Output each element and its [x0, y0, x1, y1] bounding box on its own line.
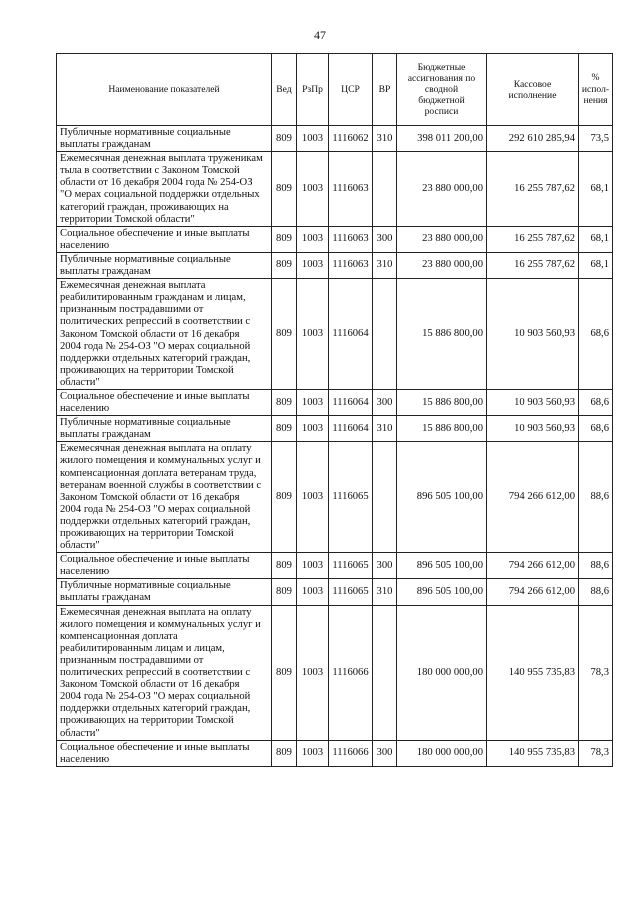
- row-rzpr: 1003: [297, 416, 329, 442]
- header-budget: Бюджетные ассигнования по сводной бюджетной росписи: [397, 54, 487, 126]
- row-pct: 68,1: [579, 252, 613, 278]
- row-name-line: 2004 года № 254-ОЗ "О мерах социальной: [60, 340, 251, 352]
- row-cash: 794 266 612,00: [487, 442, 579, 553]
- table-row: [57, 389, 613, 415]
- row-name: [57, 279, 272, 390]
- row-name-line: ветеранам военной службы в соответствии с: [60, 479, 262, 491]
- row-name-line: 2004 года № 254-ОЗ "О мерах социальной: [60, 691, 251, 703]
- row-name-line: Ежемесячная денежная выплата на оплату: [60, 606, 252, 618]
- row-vr: 310: [373, 252, 397, 278]
- row-budget: 23 880 000,00: [397, 152, 487, 227]
- row-name: [57, 226, 272, 252]
- row-csr: 1116065: [329, 553, 373, 579]
- row-name-line: поддержки отдельных категорий граждан,: [60, 515, 251, 527]
- row-csr: 1116064: [329, 389, 373, 415]
- row-name: [57, 126, 272, 152]
- row-name-line: Социальное обеспечение и иные выплаты: [60, 390, 250, 402]
- row-name-line: Социальное обеспечение и иные выплаты: [60, 227, 250, 239]
- row-ved: 809: [272, 152, 297, 227]
- row-csr: 1116063: [329, 226, 373, 252]
- row-pct: 68,1: [579, 152, 613, 227]
- row-name-line: области": [60, 727, 100, 739]
- row-vr: 310: [373, 579, 397, 605]
- table-row: [57, 416, 613, 442]
- row-budget: 15 886 800,00: [397, 416, 487, 442]
- row-csr: 1116066: [329, 605, 373, 740]
- table-header-row: [57, 54, 613, 126]
- row-pct: 68,6: [579, 279, 613, 390]
- row-ved: 809: [272, 553, 297, 579]
- header-rzpr: РзПр: [297, 54, 329, 126]
- row-rzpr: 1003: [297, 252, 329, 278]
- row-name-line: 2004 года № 254-ОЗ "О мерах социальной: [60, 503, 251, 515]
- row-cash: 16 255 787,62: [487, 226, 579, 252]
- row-name-line: выплаты гражданам: [60, 139, 151, 151]
- row-vr: 300: [373, 740, 397, 766]
- row-name-line: жилого помещения и коммунальных услуг и: [60, 618, 261, 630]
- row-name-line: Ежемесячная денежная выплата на оплату: [60, 443, 252, 455]
- table-row: [57, 442, 613, 553]
- table-row: [57, 126, 613, 152]
- row-pct: 78,3: [579, 740, 613, 766]
- budget-execution-table: [56, 53, 613, 767]
- row-cash: 794 266 612,00: [487, 553, 579, 579]
- row-name-line: политических репрессий в соответствии с: [60, 667, 251, 679]
- table-row: [57, 579, 613, 605]
- row-budget: 896 505 100,00: [397, 579, 487, 605]
- row-csr: 1116064: [329, 416, 373, 442]
- row-name-line: жилого помещения и коммунальных услуг и: [60, 455, 261, 467]
- row-name-line: проживающих на территории Томской: [60, 528, 234, 539]
- header-vr: ВР: [373, 54, 397, 126]
- row-name-line: Публичные нормативные социальные: [60, 417, 231, 429]
- row-name-line: Публичные нормативные социальные: [60, 580, 231, 592]
- table-row: [57, 740, 613, 766]
- row-ved: 809: [272, 126, 297, 152]
- row-name-line: населению: [60, 566, 110, 578]
- row-ved: 809: [272, 226, 297, 252]
- row-ved: 809: [272, 605, 297, 740]
- row-pct: 68,6: [579, 416, 613, 442]
- row-vr: 310: [373, 126, 397, 152]
- row-pct: 88,6: [579, 442, 613, 553]
- table-row: [57, 279, 613, 390]
- row-rzpr: 1003: [297, 579, 329, 605]
- row-rzpr: 1003: [297, 740, 329, 766]
- row-name-line: проживающих на территории Томской: [60, 364, 234, 376]
- row-rzpr: 1003: [297, 226, 329, 252]
- row-name-line: выплаты гражданам: [60, 592, 151, 604]
- row-csr: 1116063: [329, 152, 373, 227]
- row-name: [57, 152, 272, 227]
- row-name-line: категорий граждан, проживающих на: [60, 201, 229, 213]
- header-cash: Кассовое исполнение: [487, 54, 579, 126]
- table-row: [57, 553, 613, 579]
- row-name-line: выплаты гражданам: [60, 266, 151, 278]
- row-csr: 1116065: [329, 579, 373, 605]
- table-row: [57, 152, 613, 227]
- row-name-line: области": [60, 540, 100, 552]
- row-name: [57, 389, 272, 415]
- row-rzpr: 1003: [297, 553, 329, 579]
- row-csr: 1116066: [329, 740, 373, 766]
- row-budget: 15 886 800,00: [397, 389, 487, 415]
- row-name: [57, 442, 272, 553]
- row-pct: 73,5: [579, 126, 613, 152]
- row-ved: 809: [272, 279, 297, 390]
- row-csr: 1116062: [329, 126, 373, 152]
- row-name-line: Публичные нормативные социальные: [60, 127, 231, 138]
- row-name-line: признанным пострадавшими от: [60, 654, 204, 666]
- row-name: [57, 579, 272, 605]
- row-rzpr: 1003: [297, 279, 329, 390]
- row-name-line: Социальное обеспечение и иные выплаты: [60, 554, 250, 566]
- row-ved: 809: [272, 252, 297, 278]
- row-name-line: проживающих на территории Томской: [60, 715, 234, 727]
- row-rzpr: 1003: [297, 442, 329, 553]
- row-rzpr: 1003: [297, 605, 329, 740]
- row-name-line: выплаты гражданам: [60, 429, 151, 441]
- row-name-line: населению: [60, 403, 110, 415]
- table-row: [57, 226, 613, 252]
- row-name-line: Законом Томской области от 16 декабря: [60, 328, 240, 340]
- row-cash: 10 903 560,93: [487, 279, 579, 390]
- row-cash: 16 255 787,62: [487, 152, 579, 227]
- row-budget: 180 000 000,00: [397, 740, 487, 766]
- row-cash: 140 955 735,83: [487, 605, 579, 740]
- row-ved: 809: [272, 389, 297, 415]
- row-name-line: признанным пострадавшими от: [60, 304, 204, 316]
- table-body: [57, 126, 613, 767]
- row-name: [57, 252, 272, 278]
- table-row: [57, 605, 613, 740]
- row-vr: 300: [373, 389, 397, 415]
- row-pct: 78,3: [579, 605, 613, 740]
- row-csr: 1116065: [329, 442, 373, 553]
- row-name-line: "О мерах социальной поддержки отдельных: [60, 189, 260, 201]
- row-vr: [373, 152, 397, 227]
- row-ved: 809: [272, 442, 297, 553]
- row-name-line: тыла в соответствии с Законом Томской: [60, 165, 240, 177]
- row-vr: [373, 442, 397, 553]
- header-percent: % испол- нения: [579, 54, 613, 126]
- row-cash: 16 255 787,62: [487, 252, 579, 278]
- row-name-line: Социальное обеспечение и иные выплаты: [60, 741, 250, 753]
- row-cash: 292 610 285,94: [487, 126, 579, 152]
- row-vr: 300: [373, 226, 397, 252]
- row-budget: 15 886 800,00: [397, 279, 487, 390]
- row-csr: 1116063: [329, 252, 373, 278]
- row-ved: 809: [272, 416, 297, 442]
- row-name-line: Ежемесячная денежная выплата труженикам: [60, 153, 263, 165]
- row-name: [57, 605, 272, 740]
- row-name-line: реабилитированным лицам и лицам,: [60, 642, 225, 654]
- row-budget: 23 880 000,00: [397, 252, 487, 278]
- row-name-line: Законом Томской области от 16 декабря: [60, 679, 240, 691]
- row-name-line: политических репрессий в соответствии с: [60, 316, 251, 328]
- row-budget: 180 000 000,00: [397, 605, 487, 740]
- row-pct: 88,6: [579, 553, 613, 579]
- page-number: 47: [314, 28, 326, 42]
- row-name-line: Публичные нормативные социальные: [60, 253, 231, 265]
- row-cash: 10 903 560,93: [487, 389, 579, 415]
- row-rzpr: 1003: [297, 152, 329, 227]
- row-csr: 1116064: [329, 279, 373, 390]
- row-name-line: поддержки отдельных категорий граждан,: [60, 352, 251, 364]
- row-vr: [373, 605, 397, 740]
- row-budget: 896 505 100,00: [397, 442, 487, 553]
- row-name-line: компенсационная доплата ветеранам труда,: [60, 467, 257, 479]
- row-cash: 10 903 560,93: [487, 416, 579, 442]
- row-name-line: компенсационная доплата: [60, 630, 178, 642]
- row-pct: 68,6: [579, 389, 613, 415]
- row-budget: 896 505 100,00: [397, 553, 487, 579]
- row-pct: 68,1: [579, 226, 613, 252]
- row-vr: 310: [373, 416, 397, 442]
- row-cash: 140 955 735,83: [487, 740, 579, 766]
- row-vr: 300: [373, 553, 397, 579]
- row-vr: [373, 279, 397, 390]
- row-name-line: поддержки отдельных категорий граждан,: [60, 703, 251, 715]
- row-ved: 809: [272, 579, 297, 605]
- row-name-line: реабилитированным гражданам и лицам,: [60, 292, 246, 304]
- row-name-line: Ежемесячная денежная выплата: [60, 280, 206, 292]
- row-cash: 794 266 612,00: [487, 579, 579, 605]
- row-pct: 88,6: [579, 579, 613, 605]
- row-rzpr: 1003: [297, 126, 329, 152]
- row-name: [57, 740, 272, 766]
- row-name-line: территории Томской области": [60, 213, 195, 225]
- row-name-line: области": [60, 376, 100, 388]
- header-name: Наименование показателей: [57, 54, 272, 126]
- row-name-line: области от 16 декабря 2004 года № 254-ОЗ: [60, 177, 253, 189]
- row-budget: 23 880 000,00: [397, 226, 487, 252]
- table-row: [57, 252, 613, 278]
- header-csr: ЦСР: [329, 54, 373, 126]
- row-name-line: населению: [60, 239, 110, 251]
- row-ved: 809: [272, 740, 297, 766]
- row-name: [57, 416, 272, 442]
- row-name-line: населению: [60, 753, 110, 765]
- row-rzpr: 1003: [297, 389, 329, 415]
- row-name: [57, 553, 272, 579]
- row-budget: 398 011 200,00: [397, 126, 487, 152]
- header-ved: Вед: [272, 54, 297, 126]
- row-name-line: Законом Томской области от 16 декабря: [60, 491, 240, 503]
